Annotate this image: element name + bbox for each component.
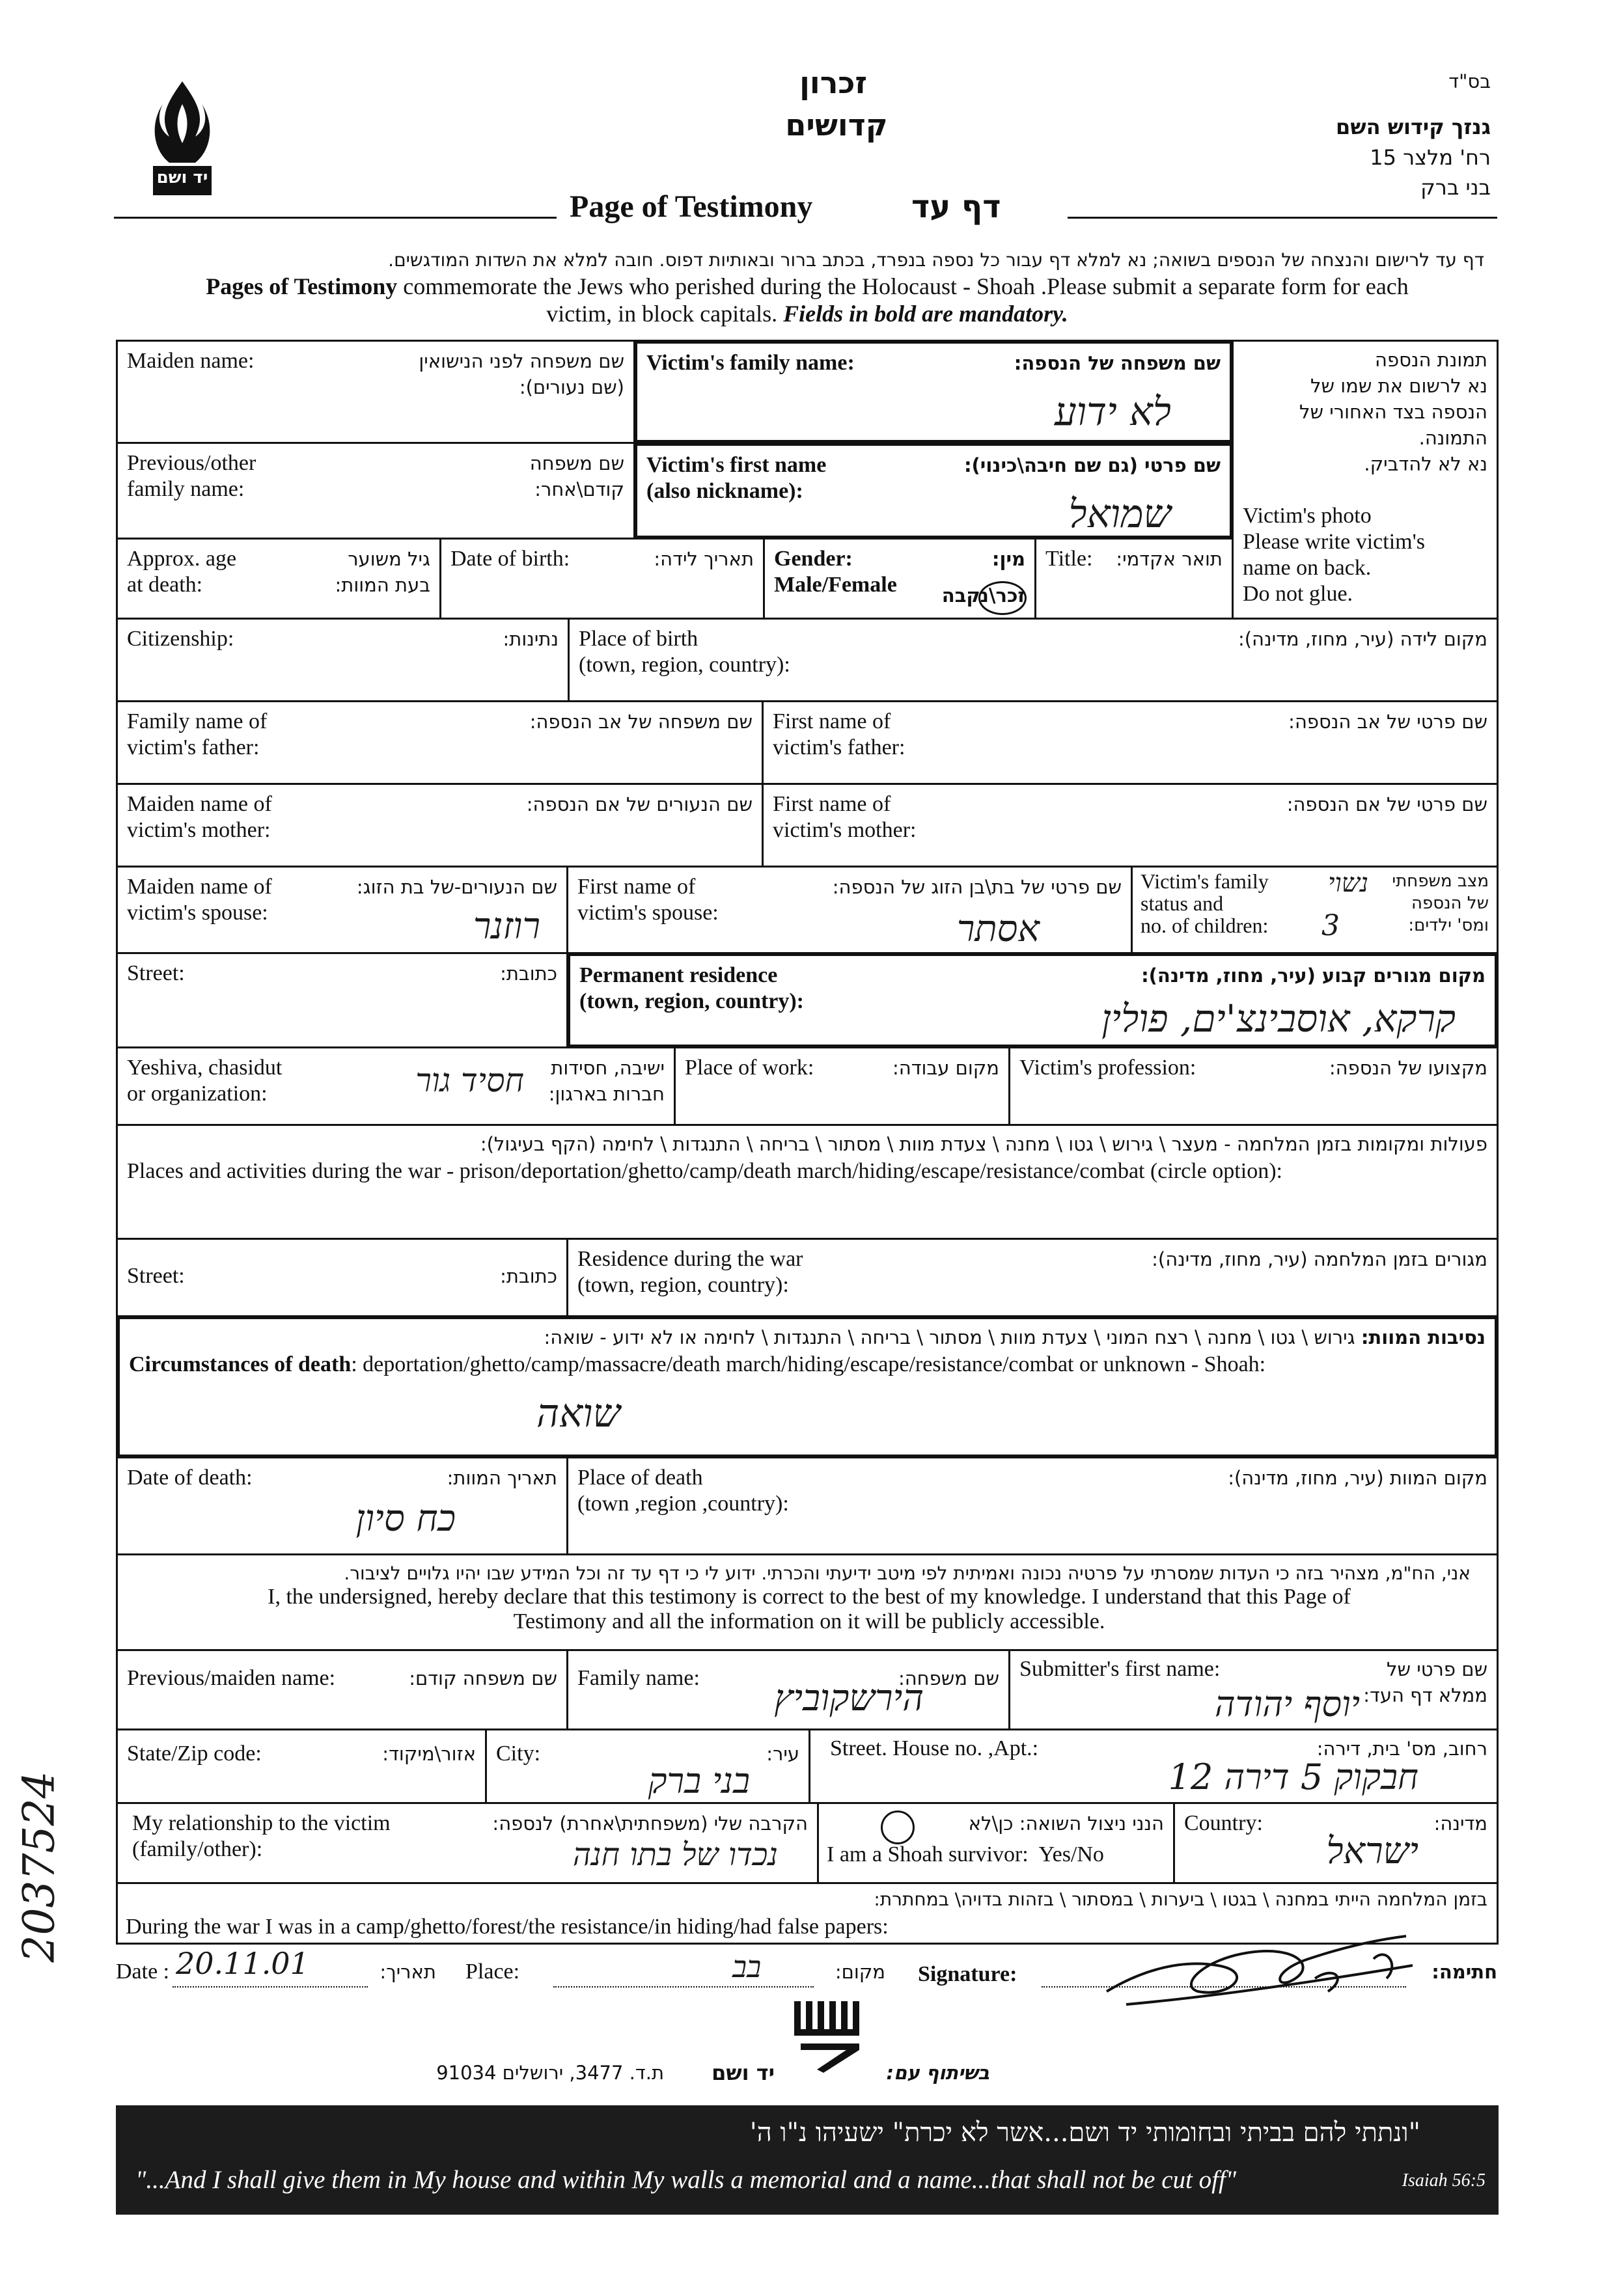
handwritten-value: קרקא, אוסבינצ'ים, פולין bbox=[1101, 996, 1456, 1041]
field-war-residence[interactable] bbox=[566, 1238, 1499, 1317]
intro-hebrew: דף עד לרישום והנצחה של הנספים בשואה; נא למלא דף עבור כל נספה בנפרד, בכתב ברור ובאותיות דפוס. חובה למלא את השדות המודגשים. bbox=[388, 249, 1484, 271]
declaration-box bbox=[116, 1553, 1499, 1651]
label: Place of death (town ,region ,country): bbox=[577, 1466, 789, 1516]
margin-number: 2037524 bbox=[14, 1771, 64, 1963]
label-he: שם הנעורים-של בת הזוג: bbox=[356, 876, 557, 898]
label-he: שם פרטי (גם שם חיבה\כינוי): bbox=[963, 454, 1221, 476]
handwritten-value: יוסף יהודה bbox=[1215, 1684, 1360, 1725]
label-he bbox=[969, 1811, 1164, 1837]
label: Citizenship: bbox=[127, 627, 234, 651]
survivor-he-options: כן\לא bbox=[968, 1812, 1014, 1835]
place-line bbox=[553, 1986, 814, 1988]
photo-he: תמונת הנספה נא לרשום את שמו של הנספה בצד האחורי של התמונה. נא לא להדביק. bbox=[1299, 349, 1487, 475]
field-father-first[interactable] bbox=[762, 700, 1499, 785]
quote-ref: Isaiah 56:5 bbox=[1402, 2170, 1486, 2191]
yad-vashem-logo bbox=[140, 78, 225, 202]
label-he: שם משפחה של אב הנספה: bbox=[529, 711, 753, 733]
field-age[interactable] bbox=[116, 538, 441, 620]
label-he: הקרבה שלי (משפחתית\אחרת) לנספה: bbox=[492, 1812, 808, 1835]
intro-rest: commemorate the Jews who perished during the Holocaust - Shoah .Please submit a separate form for each bbox=[397, 273, 1409, 299]
field-maiden-name[interactable] bbox=[116, 340, 635, 444]
label: State/Zip code: bbox=[127, 1742, 262, 1766]
field-mother-maiden[interactable] bbox=[116, 783, 764, 868]
label: Title: bbox=[1045, 547, 1093, 571]
field-place-of-work[interactable] bbox=[674, 1046, 1010, 1126]
menorah-logo-icon bbox=[788, 1998, 872, 2076]
label-he: מקום לידה (עיר, מחוז, מדינה): bbox=[1238, 628, 1487, 650]
quote-he: "ונתתי להם בביתי ובחומותי יד ושם...אשר לא יכרת" ישעיהו נ"ו ה' bbox=[749, 2118, 1420, 2148]
field-city[interactable] bbox=[485, 1729, 810, 1804]
field-permanent-residence[interactable] bbox=[566, 952, 1499, 1048]
date-label: Date : bbox=[116, 1960, 170, 1984]
cooperation-label: בשיתוף עם: bbox=[886, 2062, 989, 2084]
label-he: תואר אקדמי: bbox=[1116, 548, 1223, 570]
label bbox=[129, 1352, 1265, 1378]
photo-area[interactable] bbox=[1232, 340, 1499, 620]
label-he: אזור\מיקוד: bbox=[382, 1743, 476, 1765]
label: Street: bbox=[127, 1264, 185, 1288]
label: Victim's family status and no. of children: bbox=[1141, 869, 1269, 937]
signature-label: Signature: bbox=[918, 1962, 1017, 1986]
place-label-he: מקום: bbox=[835, 1961, 885, 1983]
label-he: שם פרטי של בת\בן הזוג של הנספה: bbox=[832, 876, 1122, 898]
title-he-main: דף עד bbox=[911, 189, 1001, 225]
intro-line2: victim, in block capitals. bbox=[546, 301, 784, 327]
label-he: שם משפחה קודם\אחר: bbox=[529, 452, 624, 500]
label: Street. House no. ,Apt.: bbox=[830, 1736, 1039, 1760]
field-place-of-birth[interactable] bbox=[568, 618, 1499, 702]
field-street-address[interactable] bbox=[809, 1729, 1499, 1804]
handwritten-value: נכדו של בתו חנה bbox=[572, 1837, 778, 1873]
label: Family name: bbox=[577, 1666, 700, 1690]
archive-name: גנזך קידוש השם bbox=[1336, 115, 1491, 139]
label-he bbox=[544, 1324, 1486, 1350]
label-he: מדינה: bbox=[1433, 1812, 1487, 1835]
label-he: גיל משוער בעת המוות: bbox=[335, 548, 430, 596]
label: Previous/maiden name: bbox=[127, 1666, 336, 1690]
label: Maiden name: bbox=[127, 349, 255, 373]
title-he-line2: קדושים bbox=[785, 107, 888, 143]
label: First name of victim's father: bbox=[773, 709, 906, 759]
field-street[interactable] bbox=[116, 952, 568, 1048]
photo-en: Victim's photo Please write victim's name on back. Do not glue. bbox=[1243, 504, 1425, 606]
label: Street: bbox=[127, 961, 185, 985]
label: During the war I was in a camp/ghetto/forest/the resistance/in hiding/had false papers: bbox=[126, 1915, 889, 1939]
label: Previous/other family name: bbox=[127, 451, 256, 501]
handwritten-value: רוזנר bbox=[473, 905, 540, 948]
field-submitter-first[interactable] bbox=[1008, 1649, 1499, 1730]
declaration-en-line2: Testimony and all the information on it will be publicly accessible. bbox=[513, 1609, 1105, 1633]
label: Maiden name of victim's spouse: bbox=[127, 875, 272, 925]
label: Residence during the war (town, region, country): bbox=[577, 1247, 803, 1297]
field-victim-first-name[interactable] bbox=[633, 442, 1234, 540]
label: My relationship to the victim (family/other): bbox=[132, 1811, 391, 1861]
label-he: שם משפחה לפני הנישואין (שם נעורים): bbox=[419, 350, 624, 398]
logo-text: יד ושם bbox=[156, 168, 208, 187]
label-he: תאריך לידה: bbox=[654, 548, 754, 570]
label: Country: bbox=[1184, 1811, 1263, 1835]
male-circle-mark bbox=[978, 581, 1027, 615]
date-line bbox=[173, 1986, 368, 1988]
date-value[interactable]: 20.11.01 bbox=[176, 1946, 309, 1981]
label-bold: Circumstances of death bbox=[129, 1352, 352, 1376]
signature-line bbox=[1042, 1986, 1406, 1988]
label-he: שם משפחה קודם: bbox=[409, 1667, 557, 1689]
field-mother-first[interactable] bbox=[762, 783, 1499, 868]
label-he: שם פרטי של אם הנספה: bbox=[1286, 793, 1487, 815]
survivor-circle-mark bbox=[881, 1811, 915, 1844]
label-he: שם פרטי של ממלא דף העד: bbox=[1363, 1658, 1487, 1706]
handwritten-value: אסתר bbox=[956, 908, 1040, 950]
label-he-rest: גירוש \ גטו \ מחנה \ רצח המוני \ צעדת מוות \ מסתור \ בריחה \ התנגדות \ לחימה או לא ידוע - שואה: bbox=[544, 1326, 1361, 1348]
label-he: כתובת: bbox=[500, 963, 557, 985]
label: Place of birth (town, region, country): bbox=[579, 627, 790, 677]
label: Date of birth: bbox=[450, 547, 570, 571]
archive-city: בני ברק bbox=[1420, 175, 1491, 200]
label-he-bold: נסיבות המוות: bbox=[1361, 1326, 1486, 1348]
field-submitter-family[interactable] bbox=[566, 1649, 1010, 1730]
signature-label-he: חתימה: bbox=[1431, 1961, 1497, 1983]
field-submitter-previous[interactable] bbox=[116, 1649, 568, 1730]
archive-street: רח' מלצר 15 bbox=[1370, 145, 1491, 170]
label: Victim's first name (also nickname): bbox=[646, 453, 827, 503]
field-circumstances[interactable] bbox=[116, 1315, 1499, 1458]
label-he: שם משפחה: bbox=[898, 1667, 999, 1689]
label-he: מקום עבודה: bbox=[892, 1057, 999, 1079]
bsd: בס"ד bbox=[1448, 70, 1491, 92]
label-he: רחוב, מס' בית, דירה: bbox=[1316, 1738, 1487, 1760]
intro-english-line1 bbox=[98, 273, 1517, 299]
place-label: Place: bbox=[465, 1960, 520, 1984]
label-he: מקצועו של הנספה: bbox=[1329, 1057, 1487, 1079]
label-rest: : deportation/ghetto/camp/massacre/death march/hiding/escape/resistance/combat or unknown - Shoah: bbox=[351, 1352, 1266, 1376]
label: I am a Shoah survivor: Yes/No bbox=[827, 1842, 1104, 1866]
field-country[interactable] bbox=[1173, 1802, 1499, 1884]
gender-options: זכר\נקבה bbox=[941, 584, 1025, 607]
declaration-en-line1: I, the undersigned, hereby declare that this testimony is correct to the best of my knowledge. I understand that this Page of bbox=[268, 1585, 1351, 1609]
handwritten-value: שואה bbox=[536, 1391, 620, 1436]
field-dob[interactable] bbox=[439, 538, 765, 620]
field-relationship[interactable] bbox=[116, 1802, 819, 1884]
label-he: שם הנעורים של אם הנספה: bbox=[526, 793, 753, 815]
yad-vashem-label: יד ושם bbox=[712, 2060, 775, 2085]
label: Approx. age at death: bbox=[127, 547, 237, 597]
field-yeshiva[interactable] bbox=[116, 1046, 676, 1126]
label-he: מצב משפחתי של הנספה ומס' ילדים: bbox=[1392, 871, 1489, 935]
label-he: מקום המוות (עיר, מחוז, מדינה): bbox=[1228, 1467, 1487, 1489]
label: Places and activities during the war - prison/deportation/ghetto/camp/death march/hiding/escape/resistance/combat (circle option): bbox=[127, 1159, 1282, 1183]
handwritten-value: כח סיון bbox=[355, 1497, 456, 1540]
field-place-of-death[interactable] bbox=[566, 1456, 1499, 1555]
label: Submitter's first name: bbox=[1019, 1657, 1221, 1681]
handwritten-children: 3 bbox=[1321, 909, 1340, 942]
label-he: שם משפחה של הנספה: bbox=[1014, 352, 1221, 374]
handwritten-value: ישראל bbox=[1326, 1830, 1418, 1872]
label: Place of work: bbox=[685, 1056, 814, 1080]
label-he: מקום מגורים קבוע (עיר, מחוז, מדינה): bbox=[1141, 964, 1486, 987]
label-he: כתובת: bbox=[500, 1265, 557, 1287]
handwritten-value: לא ידוע bbox=[1054, 389, 1171, 435]
handwritten-value: חסיד גור bbox=[415, 1061, 524, 1099]
label: First name of victim's mother: bbox=[773, 792, 917, 842]
survivor-he: הנני ניצול השואה: bbox=[1019, 1812, 1164, 1835]
label-he: פעולות ומקומות בזמן המלחמה - מעצר \ גירוש \ גטו \ מחנה \ צעדת מוות \ מסתור \ בריחה \ התנגדות \ לחימה (הקף בעיגול): bbox=[480, 1133, 1487, 1155]
yad-vashem-address: ת.ד. 3477, ירושלים 91034 bbox=[436, 2062, 664, 2084]
label-he: עיר: bbox=[766, 1743, 799, 1765]
label: Gender: Male/Female bbox=[774, 547, 897, 597]
field-profession[interactable] bbox=[1008, 1046, 1499, 1126]
handwritten-value: בני ברק bbox=[648, 1760, 750, 1801]
handwritten-value: חבקוק 5 דירה 12 bbox=[1168, 1756, 1418, 1797]
field-survivor[interactable] bbox=[817, 1802, 1175, 1884]
label: Victim's family name: bbox=[646, 351, 855, 375]
label-he: שם פרטי של אב הנספה: bbox=[1288, 711, 1487, 733]
label: Family name of victim's father: bbox=[127, 709, 268, 759]
label: Permanent residence (town, region, country): bbox=[579, 963, 804, 1013]
place-value[interactable]: בב bbox=[732, 1949, 762, 1984]
label-he: מגורים בזמן המלחמה (עיר, מחוז, מדינה): bbox=[1152, 1248, 1487, 1270]
signature-scribble[interactable] bbox=[1100, 1920, 1439, 2017]
handwritten-value: שמואל bbox=[1068, 491, 1171, 537]
field-family-status[interactable] bbox=[1131, 866, 1499, 954]
handwritten-signature-icon bbox=[1100, 1920, 1439, 2017]
label-he: נתינות: bbox=[503, 628, 559, 650]
declaration-he: אני, הח"מ, מצהיר בזה כי העדות שמסרתי על פרטיה נכונה ואמיתית לפי מיטב ידיעתי והכרתי. ידוע לי כי דף עד זה וכל המידע שבו יהיו גלויים לציבור. bbox=[344, 1563, 1471, 1584]
field-spouse-first[interactable] bbox=[566, 866, 1133, 954]
label: First name of victim's spouse: bbox=[577, 875, 719, 925]
quote-en: "...And I shall give them in My house and within My walls a memorial and a name...that shall not be cut off" bbox=[135, 2166, 1237, 2194]
label-he: בזמן המלחמה הייתי במחנה \ בגטו \ ביערות \ במסתור \ בזהות בדויה\ במחתרת: bbox=[874, 1889, 1487, 1910]
field-citizenship[interactable] bbox=[116, 618, 570, 702]
title-he-line1: זכרון bbox=[799, 65, 867, 100]
quote-banner bbox=[116, 2105, 1499, 2215]
label: Victim's profession: bbox=[1019, 1056, 1196, 1080]
intro-english-line2 bbox=[98, 301, 1517, 327]
field-previous-name[interactable] bbox=[116, 442, 635, 540]
field-zip[interactable] bbox=[116, 1729, 487, 1804]
field-war-places[interactable] bbox=[116, 1124, 1499, 1240]
label: Yeshiva, chasidut or organization: bbox=[127, 1056, 283, 1106]
handwritten-status: נשוי bbox=[1328, 868, 1369, 898]
label-he: מין: bbox=[991, 548, 1025, 570]
label: Date of death: bbox=[127, 1466, 253, 1490]
label-he: ישיבה, חסידות חברות בארגון: bbox=[548, 1057, 665, 1105]
yad-vashem-emblem bbox=[788, 1998, 872, 2076]
label-he: תאריך המוות: bbox=[447, 1467, 557, 1489]
label: Maiden name of victim's mother: bbox=[127, 792, 272, 842]
header-rule-right bbox=[1068, 217, 1497, 219]
field-victim-family-name[interactable] bbox=[633, 340, 1234, 444]
date-label-he: תאריך: bbox=[380, 1961, 436, 1983]
field-war-street[interactable] bbox=[116, 1238, 568, 1317]
field-gender[interactable] bbox=[763, 538, 1036, 620]
field-spouse-maiden[interactable] bbox=[116, 866, 568, 954]
field-title[interactable] bbox=[1034, 538, 1234, 620]
intro-bold: Pages of Testimony bbox=[206, 273, 398, 299]
intro-mandatory: Fields in bold are mandatory. bbox=[783, 301, 1068, 327]
label: City: bbox=[496, 1742, 541, 1766]
title-en: Page of Testimony bbox=[570, 189, 813, 224]
header-rule-left bbox=[114, 217, 557, 219]
field-father-family[interactable] bbox=[116, 700, 764, 785]
handwritten-value: הירשקוביץ bbox=[774, 1677, 924, 1719]
field-date-of-death[interactable] bbox=[116, 1456, 568, 1555]
